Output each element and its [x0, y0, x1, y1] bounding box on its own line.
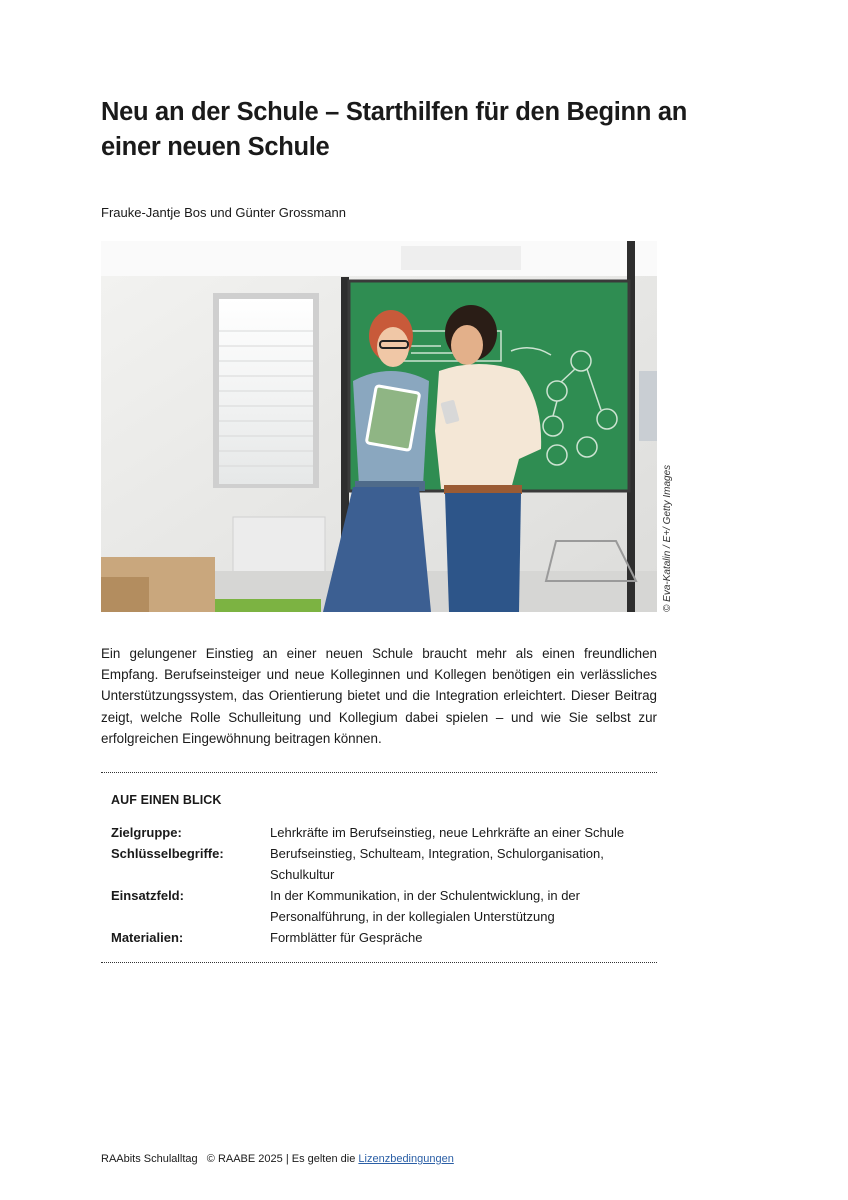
box-top-divider [101, 772, 657, 773]
box-bottom-divider [101, 962, 657, 963]
glance-label: Materialien: [111, 930, 184, 945]
intro-paragraph: Ein gelungener Einstieg an einer neuen Schule braucht mehr als einen freundlichen Empfang. Berufseinsteiger und neue Kolleginnen und Kollegen benötigen ein verlässliches Unterstützungssystem, das Orientierung bietet und die Integration erleichtert. Dieser Beitrag zeigt, welche Rolle Schulleitung und Kollegium dabei spielen – und wie Sie selbst zur erfolgreichen Eingewöhnung beitragen können. [101, 646, 657, 746]
glance-value: In der Kommunikation, in der Schulentwicklung, in der Personalführung, in der kollegialen Unterstützung [270, 888, 580, 924]
glance-value: Berufseinstieg, Schulteam, Integration, Schulorganisation, Schulkultur [270, 846, 604, 882]
glance-row [111, 927, 651, 948]
license-link[interactable]: Lizenzbedingungen [358, 1153, 454, 1165]
glance-row [111, 885, 651, 927]
glance-label: Einsatzfeld: [111, 888, 184, 903]
glance-value: Formblätter für Gespräche [270, 930, 423, 945]
footer-copyright: © RAABE 2025 | Es gelten die [206, 1153, 356, 1165]
footer-publication: RAAbits Schulalltag [101, 1153, 198, 1165]
photo-credit: © Eva-Katalin / E+/ Getty Images [662, 464, 673, 612]
glance-row [111, 843, 651, 885]
authors: Frauke-Jantje Bos und Günter Grossmann [101, 205, 346, 220]
at-a-glance-heading: AUF EINEN BLICK [111, 793, 222, 807]
glance-label: Zielgruppe: [111, 825, 182, 840]
glance-value: Lehrkräfte im Berufseinstieg, neue Lehrkräfte an einer Schule [270, 825, 625, 840]
page-title: Neu an der Schule – Starthilfen für den Beginn an einer neuen Schule [101, 98, 688, 161]
classroom-photo [101, 241, 657, 612]
at-a-glance-table [111, 822, 651, 948]
footer [101, 1152, 454, 1166]
glance-label: Schlüsselbegriffe: [111, 846, 224, 861]
glance-row [111, 822, 651, 843]
